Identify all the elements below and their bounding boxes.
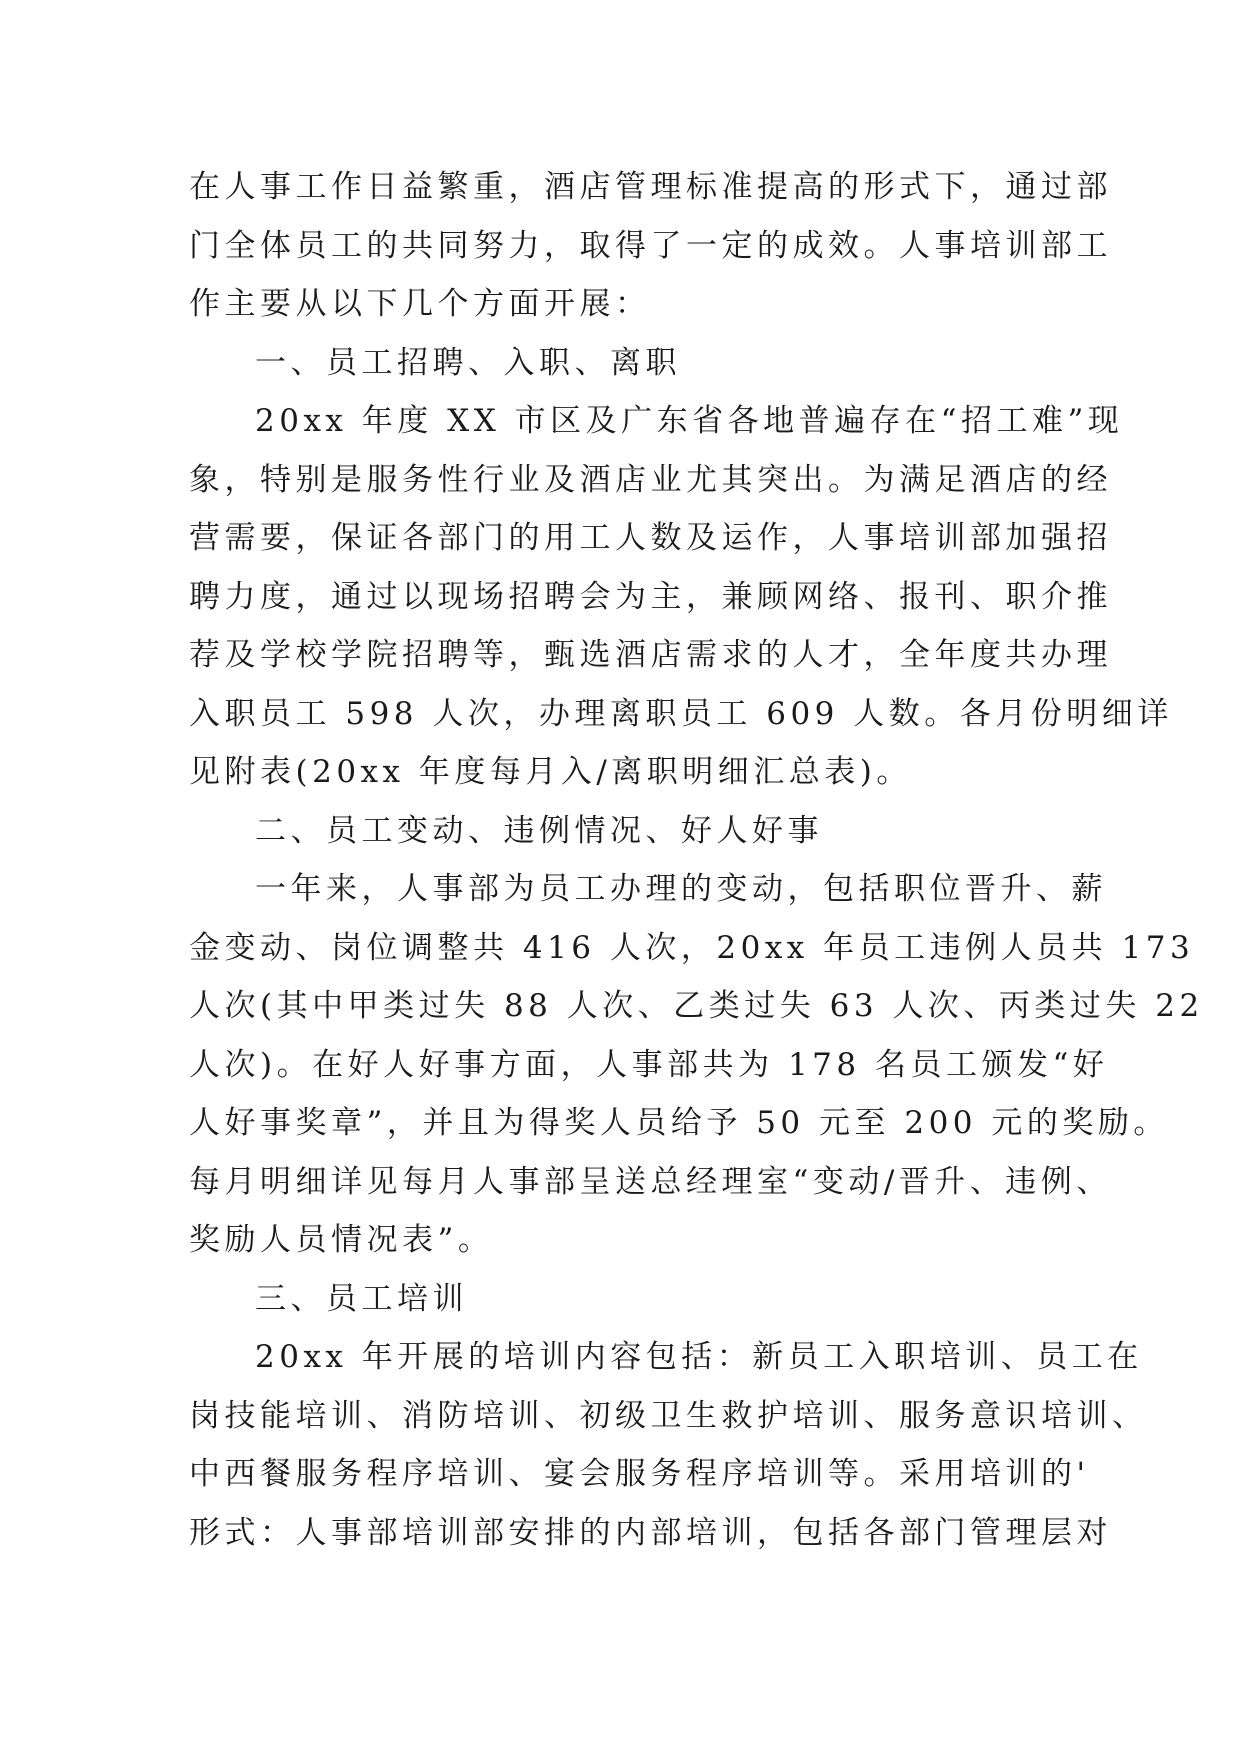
text-line: 一、员工招聘、入职、离职 bbox=[255, 344, 681, 381]
text-line: 二、员工变动、违例情况、好人好事 bbox=[255, 812, 823, 849]
text-line: 作主要从以下几个方面开展： bbox=[189, 286, 651, 322]
text-line: 营需要，保证各部门的用工人数及运作，人事培训部加强招 bbox=[189, 520, 1112, 556]
text-line: 见附表(20xx 年度每月入/离职明细汇总表)。 bbox=[189, 754, 912, 790]
text-line: 荐及学校学院招聘等，甄选酒店需求的人才，全年度共办理 bbox=[189, 637, 1112, 673]
text-line: 在人事工作日益繁重，酒店管理标准提高的形式下，通过部 bbox=[189, 169, 1112, 205]
text-line: 入职员工 598 人次，办理离职员工 609 人数。各月份明细详 bbox=[189, 695, 1173, 732]
text-line: 三、员工培训 bbox=[255, 1280, 468, 1317]
text-line: 人次)。在好人好事方面，人事部共为 178 名员工颁发“好 bbox=[189, 1046, 1109, 1083]
text-line: 一年来，人事部为员工办理的变动，包括职位晋升、薪 bbox=[255, 871, 1107, 907]
text-line: 形式：人事部培训部安排的内部培训，包括各部门管理层对 bbox=[189, 1514, 1112, 1551]
text-line: 门全体员工的共同努力，取得了一定的成效。人事培训部工 bbox=[189, 227, 1112, 264]
text-line: 聘力度，通过以现场招聘会为主，兼顾网络、报刊、职介推 bbox=[189, 578, 1112, 615]
text-line: 20xx 年度 XX 市区及广东省各地普遍存在“招工难”现 bbox=[255, 403, 1124, 439]
text-line: 人次(其中甲类过失 88 人次、乙类过失 63 人次、丙类过失 22 bbox=[189, 988, 1204, 1024]
text-line: 岗技能培训、消防培训、初级卫生救护培训、服务意识培训、 bbox=[189, 1397, 1148, 1434]
document-body bbox=[189, 158, 1204, 1562]
text-line: 奖励人员情况表”。 bbox=[189, 1222, 494, 1258]
text-line: 金变动、岗位调整共 416 人次，20xx 年员工违例人员共 173 bbox=[189, 929, 1195, 966]
text-line: 20xx 年开展的培训内容包括：新员工入职培训、员工在 bbox=[255, 1339, 1143, 1375]
text-line: 中西餐服务程序培训、宴会服务程序培训等。采用培训的' bbox=[189, 1456, 1090, 1492]
text-line: 象，特别是服务性行业及酒店业尤其突出。为满足酒店的经 bbox=[189, 461, 1112, 498]
text-line: 人好事奖章”，并且为得奖人员给予 50 元至 200 元的奖励。 bbox=[189, 1105, 1169, 1141]
text-line: 每月明细详见每月人事部呈送总经理室“变动/晋升、违例、 bbox=[189, 1163, 1112, 1200]
